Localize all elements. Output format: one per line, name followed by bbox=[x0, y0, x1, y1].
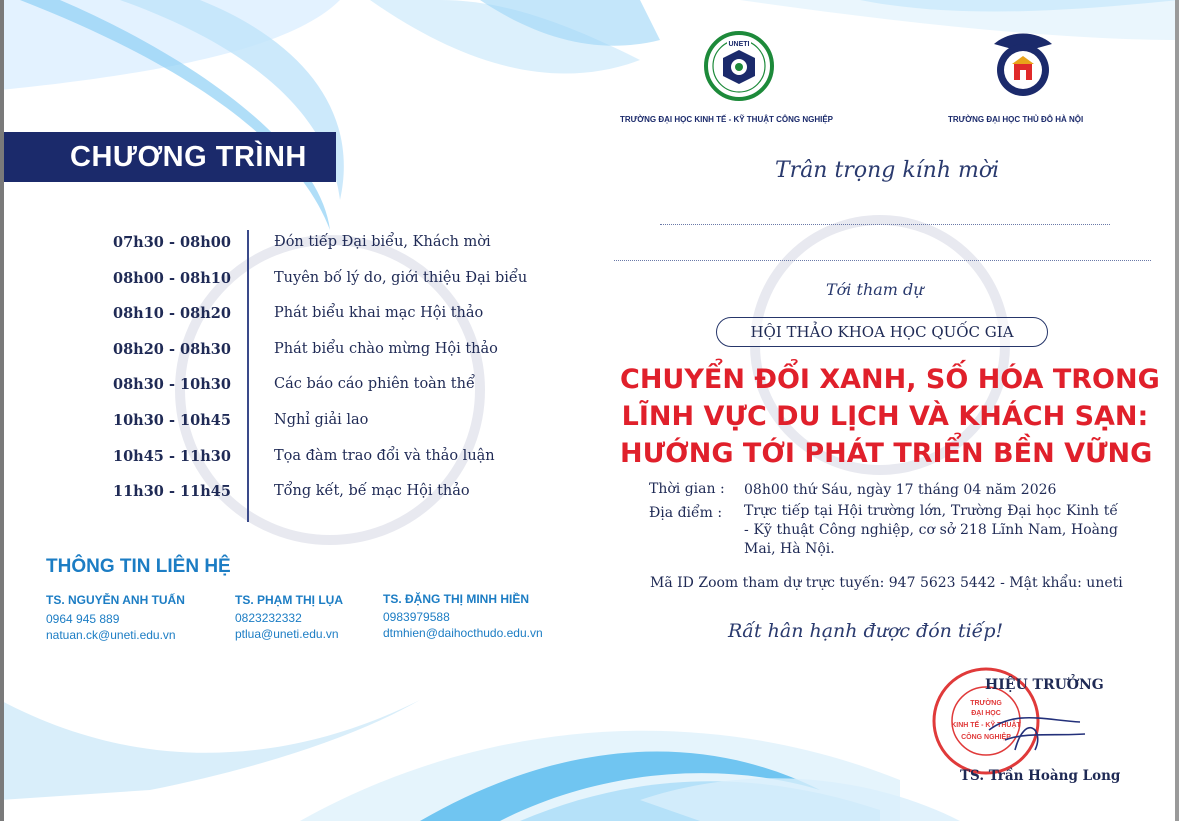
contact-phone: 0823232332 bbox=[235, 611, 302, 625]
contact-email[interactable]: natuan.ck@uneti.edu.vn bbox=[46, 628, 176, 642]
schedule-row bbox=[0, 305, 600, 335]
stamp-line: CÔNG NGHIỆP bbox=[961, 734, 1011, 741]
conference-type-badge: HỘI THẢO KHOA HỌC QUỐC GIA bbox=[716, 317, 1048, 347]
schedule-time: 07h30 - 08h00 bbox=[113, 234, 231, 251]
contact-name: TS. ĐẶNG THỊ MINH HIỀN bbox=[383, 592, 529, 606]
stamp-line: TRƯỜNG bbox=[970, 700, 1002, 707]
contact-phone: 0983979588 bbox=[383, 610, 450, 624]
schedule-activity: Các báo cáo phiên toàn thể bbox=[274, 376, 475, 392]
hnmu-logo-icon bbox=[990, 30, 1056, 100]
place-label: Địa điểm : bbox=[649, 505, 723, 521]
schedule-time: 11h30 - 11h45 bbox=[113, 483, 231, 500]
schedule-row bbox=[0, 270, 600, 300]
schedule-activity: Tuyên bố lý do, giới thiệu Đại biểu bbox=[274, 270, 528, 286]
name-line-2 bbox=[614, 260, 1151, 261]
welcome-text: Rất hân hạnh được đón tiếp! bbox=[728, 620, 1004, 642]
time-value: 08h00 thứ Sáu, ngày 17 tháng 04 năm 2026 bbox=[744, 482, 1057, 498]
headline-line-3: HƯỚNG TỚI PHÁT TRIỂN BỀN VỮNG bbox=[620, 438, 1153, 469]
schedule-activity: Phát biểu chào mừng Hội thảo bbox=[274, 341, 498, 357]
attend-text: Tới tham dự bbox=[826, 280, 924, 299]
schedule-time: 08h10 - 08h20 bbox=[113, 305, 231, 322]
schedule-activity: Phát biểu khai mạc Hội thảo bbox=[274, 305, 484, 321]
time-label: Thời gian : bbox=[649, 481, 725, 497]
uneti-logo-icon bbox=[703, 28, 775, 104]
page-edge-right bbox=[1175, 0, 1179, 821]
stamp-line: KINH TẾ - KỸ THUẬT bbox=[951, 722, 1021, 729]
contact-name: TS. PHẠM THỊ LỤA bbox=[235, 593, 343, 607]
hnmu-caption: TRƯỜNG ĐẠI HỌC THỦ ĐÔ HÀ NỘI bbox=[948, 115, 1084, 124]
contact-name: TS. NGUYỄN ANH TUẤN bbox=[46, 593, 185, 607]
contact-email[interactable]: ptlua@uneti.edu.vn bbox=[235, 627, 339, 641]
schedule-activity: Đón tiếp Đại biểu, Khách mời bbox=[274, 234, 491, 250]
rector-name: TS. Trần Hoàng Long bbox=[960, 768, 1121, 784]
greeting-text: Trân trọng kính mời bbox=[775, 158, 1000, 183]
schedule-time: 08h00 - 08h10 bbox=[113, 270, 231, 287]
schedule-time: 08h20 - 08h30 bbox=[113, 341, 231, 358]
schedule-row bbox=[0, 376, 600, 406]
place-value: Trực tiếp tại Hội trường lớn, Trường Đại học Kinh tế - Kỹ thuật Công nghiệp, cơ sở 218 Lĩnh Nam, Hoàng Mai, Hà Nội. bbox=[744, 503, 1118, 557]
schedule-row bbox=[0, 412, 600, 442]
stamp-line: ĐẠI HỌC bbox=[971, 710, 1001, 717]
schedule-activity: Tọa đàm trao đổi và thảo luận bbox=[274, 448, 495, 464]
schedule-time: 10h45 - 11h30 bbox=[113, 448, 231, 465]
contact-title: THÔNG TIN LIÊN HỆ bbox=[46, 556, 231, 577]
contact-phone: 0964 945 889 bbox=[46, 612, 120, 626]
schedule-row bbox=[0, 341, 600, 371]
headline-line-1: CHUYỂN ĐỔI XANH, SỐ HÓA TRONG bbox=[620, 364, 1160, 395]
schedule-row bbox=[0, 483, 600, 513]
program-title: CHƯƠNG TRÌNH bbox=[70, 141, 307, 173]
schedule-row bbox=[0, 234, 600, 264]
rector-title: HIỆU TRƯỞNG bbox=[985, 677, 1104, 693]
schedule-time: 10h30 - 10h45 bbox=[113, 412, 231, 429]
headline-line-2: LĨNH VỰC DU LỊCH VÀ KHÁCH SẠN: bbox=[621, 401, 1149, 432]
name-line-1 bbox=[660, 224, 1110, 225]
schedule-activity: Nghỉ giải lao bbox=[274, 412, 369, 428]
schedule-row bbox=[0, 448, 600, 478]
page-edge-left bbox=[0, 0, 4, 821]
contact-email[interactable]: dtmhien@daihocthudo.edu.vn bbox=[383, 626, 543, 640]
uneti-logo-mark: UNETI bbox=[728, 41, 750, 48]
uneti-caption: TRƯỜNG ĐẠI HỌC KINH TẾ - KỸ THUẬT CÔNG NGHIỆP bbox=[620, 115, 834, 124]
schedule-activity: Tổng kết, bế mạc Hội thảo bbox=[274, 483, 470, 499]
signature bbox=[985, 690, 1095, 770]
schedule-time: 08h30 - 10h30 bbox=[113, 376, 231, 393]
zoom-info: Mã ID Zoom tham dự trực tuyến: 947 5623 5442 - Mật khẩu: uneti bbox=[650, 575, 1123, 591]
